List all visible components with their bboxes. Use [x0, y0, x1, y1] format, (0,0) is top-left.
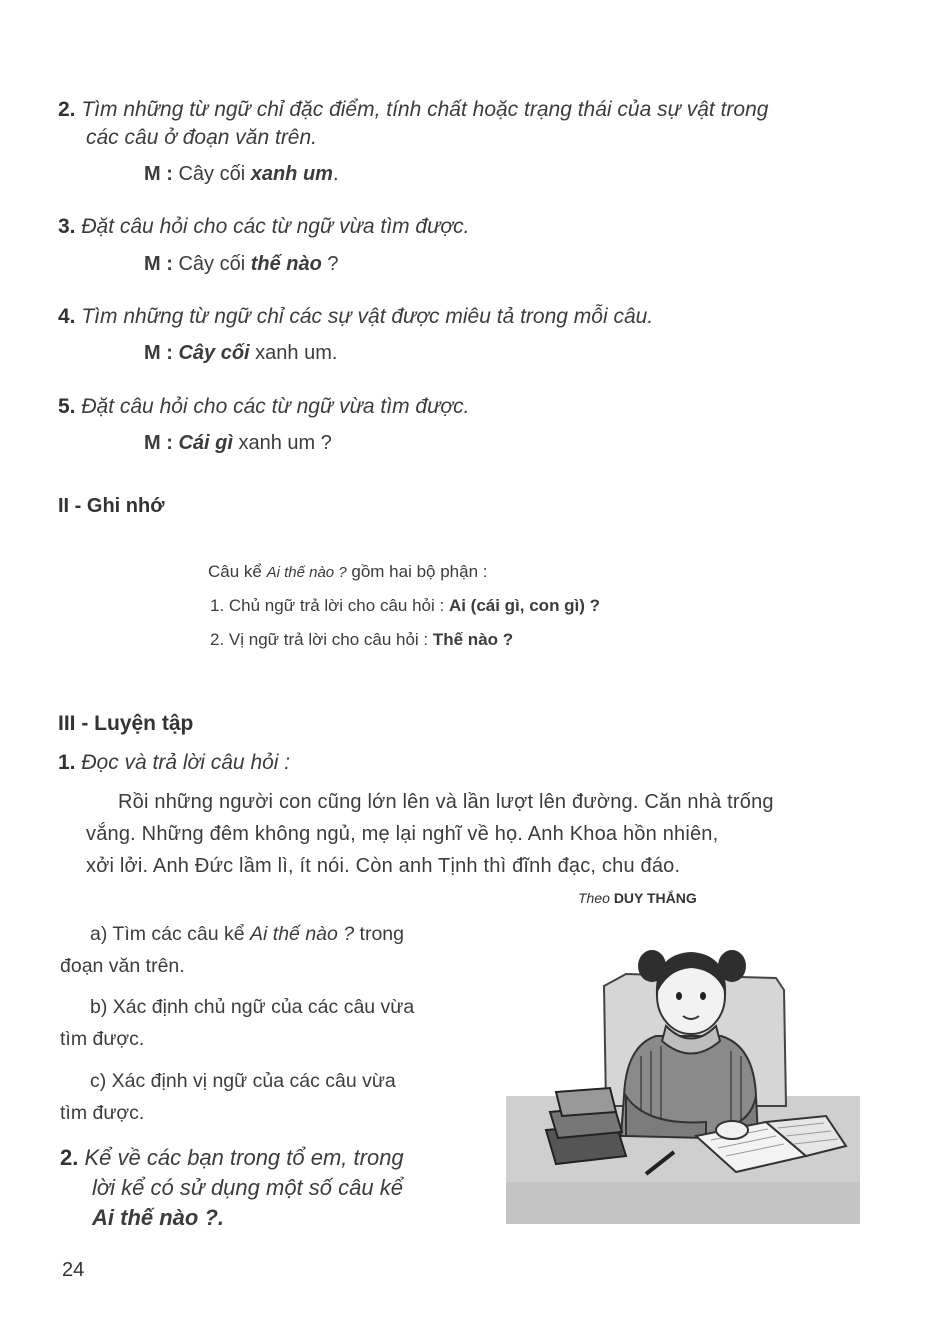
- exercise-2-line1: 2. Kể về các bạn trong tổ em, trong: [60, 1145, 404, 1170]
- passage-line-2: vắng. Những đêm không ngủ, mẹ lại nghĩ về họ. Anh Khoa hồn nhiên,: [86, 823, 719, 845]
- sub-question-a: a) Tìm các câu kể Ai thế nào ? trong: [90, 923, 404, 945]
- memo-intro: Câu kể Ai thế nào ? gồm hai bộ phận :: [208, 562, 488, 581]
- section-heading-luyen-tap: III - Luyện tập: [58, 712, 194, 735]
- exercise-2-line2: lời kể có sử dụng một số câu kể: [92, 1175, 403, 1200]
- question-2-line2: các câu ở đoạn văn trên.: [86, 126, 317, 149]
- model-answer-5: M : Cái gì xanh um ?: [144, 432, 332, 454]
- sub-question-b: b) Xác định chủ ngữ của các câu vừa: [90, 996, 415, 1018]
- passage-line-3: xởi lởi. Anh Đức lầm lì, ít nói. Còn anh Tịnh thì đĩnh đạc, chu đáo.: [86, 855, 681, 877]
- page-number: 24: [62, 1259, 85, 1281]
- memo-line-2: 2. Vị ngữ trả lời cho câu hỏi : Thế nào ?: [210, 630, 514, 649]
- question-3: 3. Đặt câu hỏi cho các từ ngữ vừa tìm được.: [58, 215, 470, 238]
- model-answer-4: M : Cây cối xanh um.: [144, 342, 338, 364]
- question-4: 4. Tìm những từ ngữ chỉ các sự vật được miêu tả trong mỗi câu.: [58, 305, 654, 328]
- question-2: 2. Tìm những từ ngữ chỉ đặc điểm, tính chất hoặc trạng thái của sự vật trong: [58, 98, 769, 121]
- girl-reading-illustration: [506, 926, 860, 1224]
- memo-line-1: 1. Chủ ngữ trả lời cho câu hỏi : Ai (cái gì, con gì) ?: [210, 596, 601, 615]
- question-5: 5. Đặt câu hỏi cho các từ ngữ vừa tìm được.: [58, 395, 470, 418]
- exercise-1-question: 1. Đọc và trả lời câu hỏi :: [58, 751, 291, 774]
- model-answer-3: M : Cây cối thế nào ?: [144, 253, 339, 275]
- sub-question-a-line2: đoạn văn trên.: [60, 955, 185, 977]
- passage-source: Theo DUY THẮNG: [578, 890, 697, 906]
- passage-line-1: Rồi những người con cũng lớn lên và lần lượt lên đường. Căn nhà trống: [118, 791, 774, 813]
- sub-question-c-line2: tìm được.: [60, 1102, 145, 1124]
- sub-question-b-line2: tìm được.: [60, 1028, 145, 1050]
- exercise-2-line3: Ai thế nào ?.: [92, 1205, 224, 1230]
- sub-question-c: c) Xác định vị ngữ của các câu vừa: [90, 1070, 396, 1092]
- model-answer-2: M : Cây cối xanh um.: [144, 163, 339, 185]
- section-heading-ghi-nho: II - Ghi nhớ: [58, 495, 165, 517]
